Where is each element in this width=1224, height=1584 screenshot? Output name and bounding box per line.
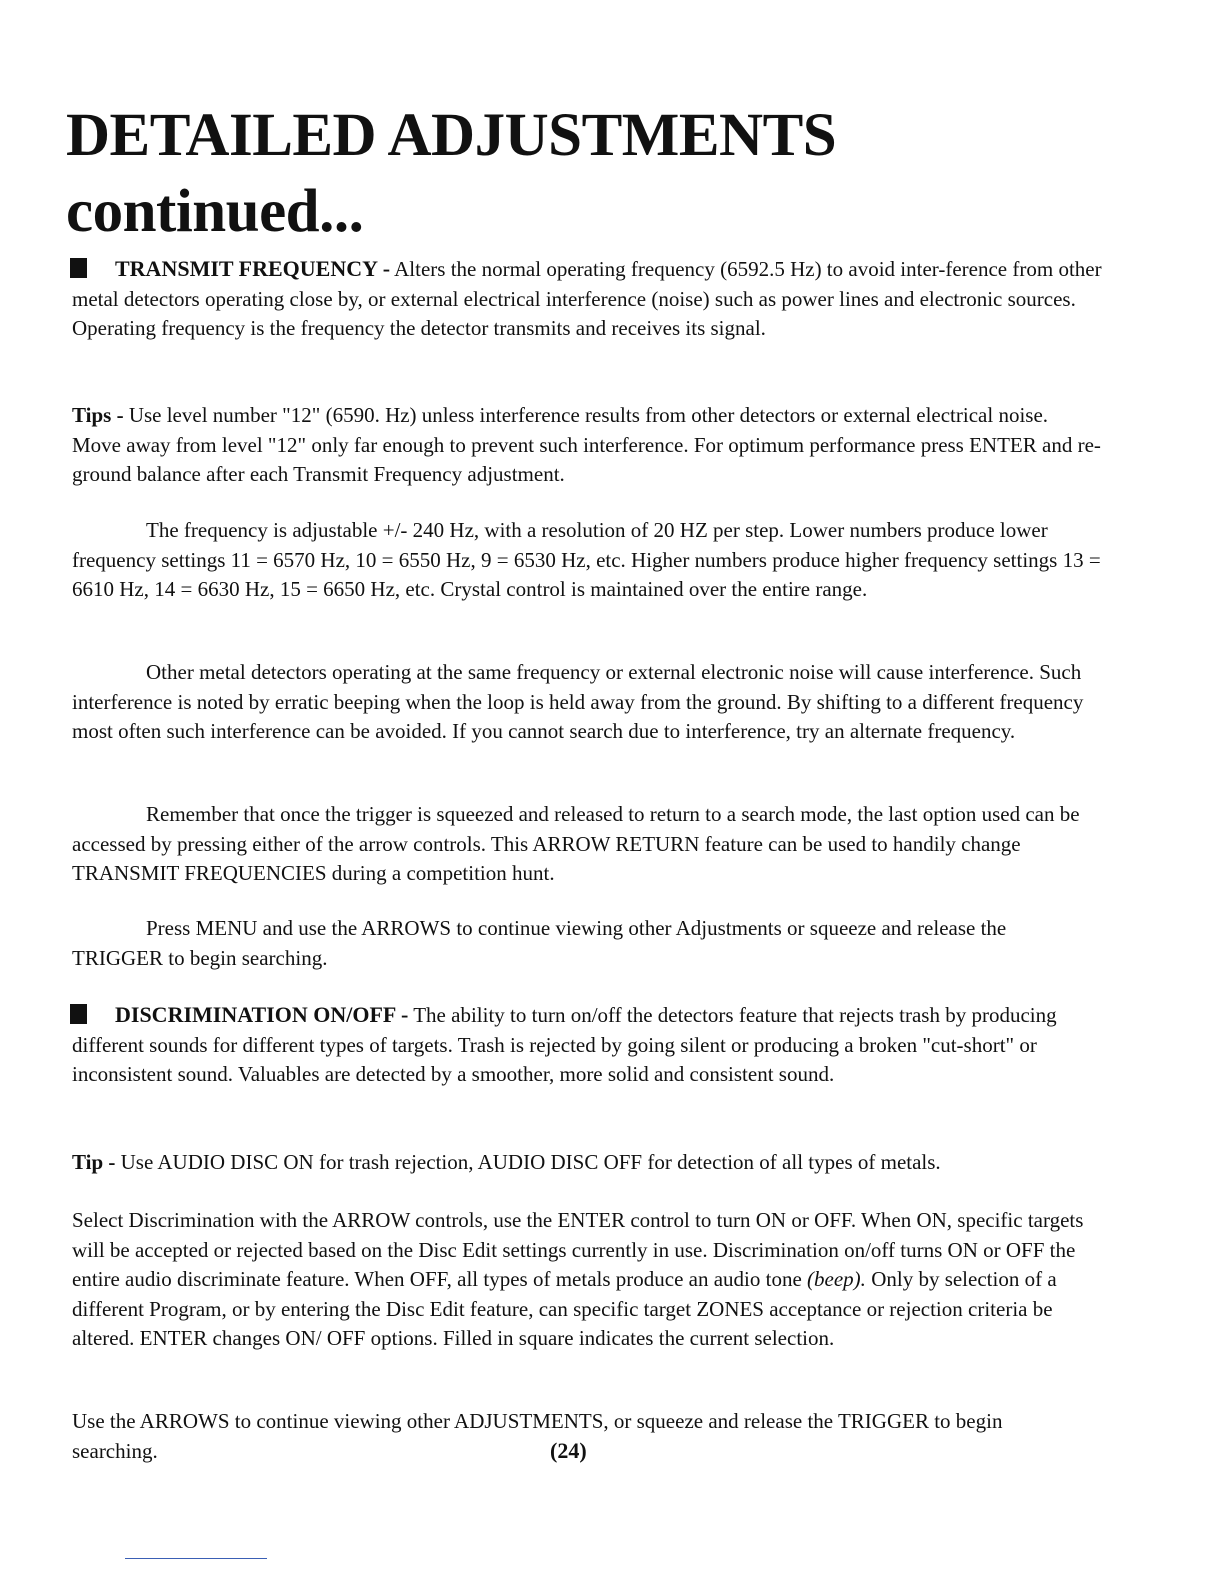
discrimination-details-part1: Select Discrimination with the ARROW controls, use the ENTER control to turn ON or OFF. When ON, specific targets will be accepted or rejected based on the Disc Edit settings currently in use. Discrimination on/off turns ON or OFF the entire audio discriminate feature. When OFF, all types of metals produce an audio tone xyxy=(72,1208,1084,1291)
frequency-range-paragraph xyxy=(72,516,1102,605)
tip-label: Tip - xyxy=(72,1150,116,1174)
square-bullet-icon xyxy=(70,258,87,278)
transmit-frequency-intro-text: Alters the normal operating frequency (6592.5 Hz) to avoid inter-ference from other metal detectors operating close by, or external electrical interference (noise) such as power lines and electronic sources. Operating frequency is the frequency the detector transmits and receives its signal. xyxy=(72,257,1102,340)
tips-label: Tips - xyxy=(72,403,124,427)
frequency-range-text: The frequency is adjustable +/- 240 Hz, with a resolution of 20 HZ per step. Lower numbers produce lower frequency settings 11 = 6570 Hz, 10 = 6550 Hz, 9 = 6530 Hz, etc. Higher numbers produce higher frequency settings 13 = 6610 Hz, 14 = 6630 Hz, 15 = 6650 Hz, etc. Crystal control is maintained over the entire range. xyxy=(72,518,1101,601)
transmit-frequency-section xyxy=(72,254,1102,344)
transmit-frequency-intro xyxy=(72,254,1102,344)
tips-text: Use level number "12" (6590. Hz) unless interference results from other detectors or external electrical noise. Move away from level "12" only far enough to prevent such interference. For optimum performance press ENTER and re-ground balance after each Transmit Frequency adjustment. xyxy=(72,403,1101,486)
discrimination-intro xyxy=(72,1000,1102,1090)
page-number: (24) xyxy=(550,1438,587,1463)
closing-text: Use the ARROWS to continue viewing other ADJUSTMENTS, or squeeze and release the TRIGGER to begin searching. xyxy=(72,1409,1003,1463)
discrimination-details-part2: Only by selection of a different Program, or by entering the Disc Edit feature, can specific target ZONES acceptance or rejection criteria be altered. ENTER changes ON/ OFF options. Filled in square indicates the current selection. xyxy=(72,1267,1057,1350)
arrow-return-text: Remember that once the trigger is squeezed and released to return to a search mode, the last option used can be accessed by pressing either of the arrow controls. This ARROW RETURN feature can be used to handily change TRANSMIT FREQUENCIES during a competition hunt. xyxy=(72,802,1080,885)
page-title-line2: continued... xyxy=(66,178,364,245)
arrow-return-paragraph xyxy=(72,800,1102,889)
interference-text: Other metal detectors operating at the same frequency or external electronic noise will cause interference. Such interference is noted by erratic beeping when the loop is held away from the ground. By shifting to a different frequency most often such interference can be avoided. If you cannot search due to interference, try an alternate frequency. xyxy=(72,660,1084,743)
tip-text: Use AUDIO DISC ON for trash rejection, AUDIO DISC OFF for detection of all types of metals. xyxy=(120,1150,941,1174)
menu-instructions-text: Press MENU and use the ARROWS to continue viewing other Adjustments or squeeze and release the TRIGGER to begin searching. xyxy=(72,916,1007,970)
menu-instructions-paragraph xyxy=(72,914,1102,973)
discrimination-details-paragraph xyxy=(72,1206,1102,1354)
discrimination-intro-text: The ability to turn on/off the detectors feature that rejects trash by producing different sounds for different types of targets. Trash is rejected by going silent or producing a broken "cut-short" or inconsistent sound. Valuables are detected by a smoother, more solid and consistent sound. xyxy=(72,1003,1057,1086)
discrimination-details-text xyxy=(72,1206,1102,1354)
discrimination-tip xyxy=(72,1148,1102,1178)
interference-paragraph xyxy=(72,658,1102,747)
page-title xyxy=(66,98,836,250)
discrimination-heading: DISCRIMINATION ON/OFF - xyxy=(115,1002,409,1027)
transmit-tips xyxy=(72,401,1102,490)
discrimination-section xyxy=(72,1000,1102,1090)
beep-emphasis: (beep). xyxy=(807,1267,866,1291)
square-bullet-icon xyxy=(70,1004,87,1024)
footer-rule xyxy=(125,1558,267,1559)
page-title-line1: DETAILED ADJUSTMENTS xyxy=(66,102,837,169)
transmit-frequency-heading: TRANSMIT FREQUENCY - xyxy=(115,256,391,281)
